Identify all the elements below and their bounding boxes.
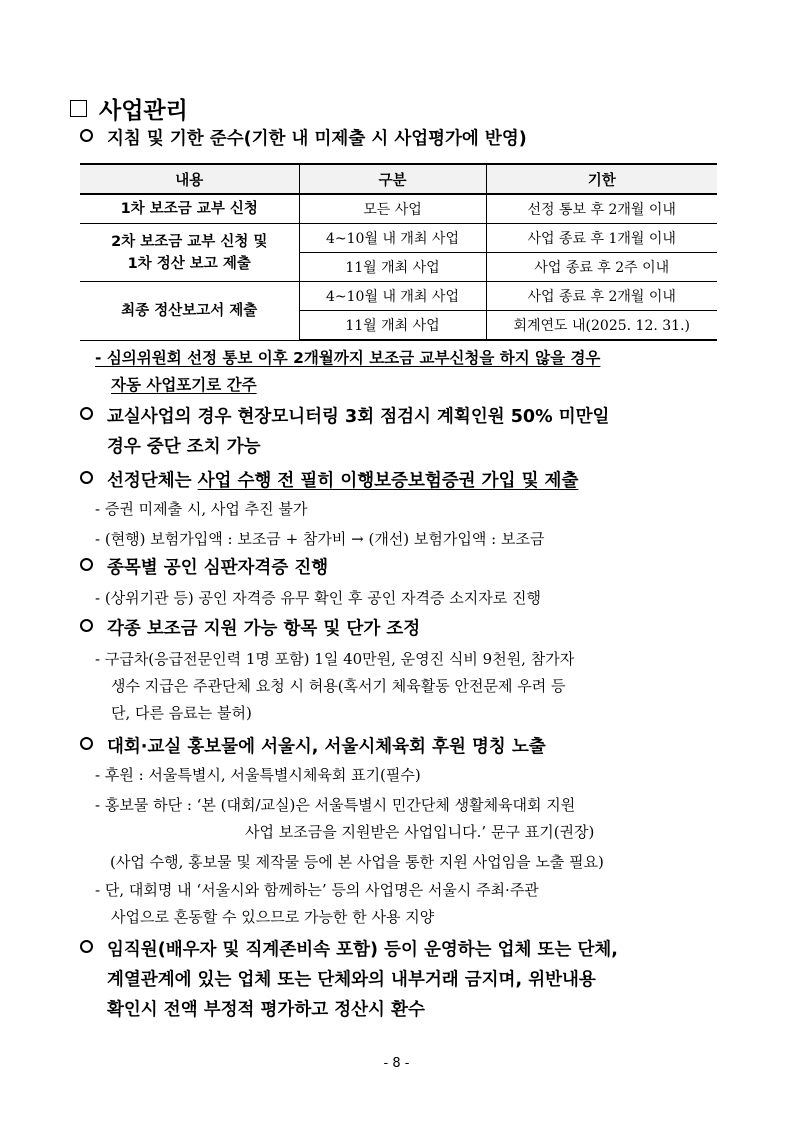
deadline-table: [80, 163, 717, 341]
page-number: - 8 -: [383, 1056, 410, 1071]
column-header: 기한: [486, 164, 717, 194]
circle-bullet-icon: [80, 940, 93, 953]
table-cell-deadline: 선정 통보 후 2개월 이내: [486, 194, 717, 224]
table-row: [80, 282, 717, 311]
checkbox-square-icon: [70, 100, 87, 117]
table-cell-deadline: 사업 종료 후 2개월 이내: [486, 282, 717, 311]
circle-bullet-icon: [80, 737, 93, 750]
note-auto-forfeit: - 심의위원회 선정 통보 이후 2개월까지 보조금 교부신청을 하지 않을 경우 자동 사업포기로 간주: [95, 349, 601, 394]
table-cell-category: 모든 사업: [299, 194, 486, 224]
table-cell-item: 1차 보조금 교부 신청: [80, 194, 299, 224]
section-heading: [70, 92, 188, 125]
table-header-row: [80, 164, 717, 194]
parenthetical-note: (사업 수행, 홍보물 및 제작물 등에 본 사업을 통한 지원 사업임을 노출 필요): [110, 853, 604, 871]
circle-bullet-icon: [80, 619, 93, 632]
heading-surety-insurance: 선정단체는 사업 수행 전 필히 이행보증보험증권 가입 및 제출: [80, 466, 578, 496]
table-cell-category: 11월 개최 사업: [299, 311, 486, 341]
table-cell-item: 최종 정산보고서 제출: [80, 282, 299, 341]
table-cell-deadline: 사업 종료 후 1개월 이내: [486, 224, 717, 253]
heading-referee-license: 종목별 공인 심판자격증 진행: [80, 553, 328, 583]
heading-deadline-compliance: 지침 및 기한 준수(기한 내 미제출 시 사업평가에 반영): [80, 124, 527, 154]
section-title-text: 사업관리: [99, 98, 188, 124]
bullet-list-item: - 구급차(응급전문인력 1명 포함) 1일 40만원, 운영진 식비 9천원, 참가자 생수 지급은 주관단체 요청 시 허용(혹서기 체육활동 안전문제 우려 등 단, 다른 음료는 불허): [95, 650, 575, 722]
bullet-list-item: - 증권 미제출 시, 사업 추진 불가: [95, 500, 308, 518]
circle-bullet-icon: [80, 407, 93, 420]
bullet-list-item: - (상위기관 등) 공인 자격증 유무 확인 후 공인 자격증 소지자로 진행: [95, 589, 541, 607]
heading-subsidy-items: 각종 보조금 지원 가능 항목 및 단가 조정: [80, 614, 420, 644]
bullet-list-item: - 홍보물 하단 : ‘본 (대회/교실)은 서울특별시 민간단체 생활체육대회 지원 사업 보조금을 지원받은 사업입니다.’ 문구 표기(권장): [95, 796, 595, 841]
table-cell-deadline: 사업 종료 후 2주 이내: [486, 253, 717, 282]
column-header: 내용: [80, 164, 299, 194]
table-cell-deadline: 회계연도 내(2025. 12. 31.): [486, 311, 717, 341]
bullet-list-item: - 후원 : 서울특별시, 서울특별시체육회 표기(필수): [95, 766, 421, 784]
table-cell-item: 2차 보조금 교부 신청 및 1차 정산 보고 제출: [80, 224, 299, 282]
circle-bullet-icon: [80, 129, 93, 142]
table-row: [80, 224, 717, 253]
bullet-list-item: - (현행) 보험가입액 : 보조금 + 참가비 → (개선) 보험가입액 : 보조금: [95, 530, 545, 548]
table-cell-category: 4~10월 내 개최 사업: [299, 224, 486, 253]
bullet-list-item: - 단, 대회명 내 ‘서울시와 함께하는’ 등의 사업명은 서울시 주최·주관 사업으로 혼동할 수 있으므로 가능한 한 사용 지양: [95, 881, 539, 926]
column-header: 구분: [299, 164, 486, 194]
table-row: [80, 194, 717, 224]
table-cell-category: 4~10월 내 개최 사업: [299, 282, 486, 311]
table-cell-category: 11월 개최 사업: [299, 253, 486, 282]
circle-bullet-icon: [80, 558, 93, 571]
heading-internal-transactions: 임직원(배우자 및 직계존비속 포함) 등이 운영하는 업체 또는 단체, 계열관계에 있는 업체 또는 단체와의 내부거래 금지며, 위반내용 확인시 전액 부정적 평가하고 정산시 환수: [80, 935, 730, 1025]
heading-sponsor-exposure: 대회·교실 홍보물에 서울시, 서울시체육회 후원 명칭 노출: [80, 732, 546, 762]
circle-bullet-icon: [80, 471, 93, 484]
heading-monitoring: 교실사업의 경우 현장모니터링 3회 점검시 계획인원 50% 미만일 경우 중단 조치 가능: [80, 402, 730, 462]
